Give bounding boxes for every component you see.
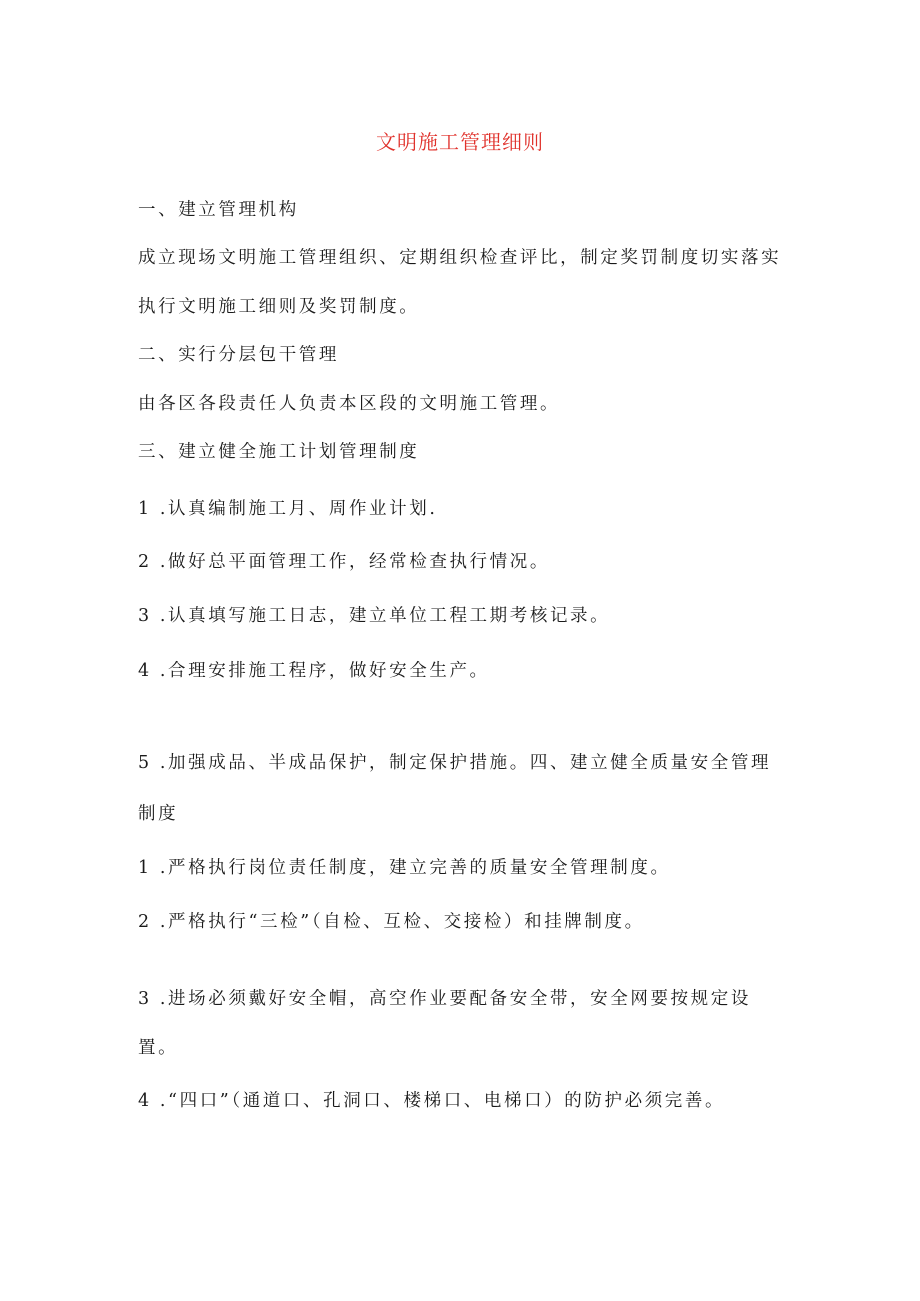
paragraph-line: 执行文明施工细则及奖罚制度。 (138, 297, 420, 317)
section-heading-2: 二、实行分层包干管理 (138, 345, 339, 365)
list-item: 3 .进场必须戴好安全帽，高空作业要配备安全带，安全网要按规定设 (138, 989, 751, 1009)
list-item: 1 .严格执行岗位责任制度，建立完善的质量安全管理制度。 (138, 858, 671, 878)
list-item: 3 .认真填写施工日志，建立单位工程工期考核记录。 (138, 606, 611, 626)
list-item: 5 .加强成品、半成品保护，制定保护措施。四、建立健全质量安全管理 (138, 753, 772, 773)
document-title: 文明施工管理细则 (376, 130, 544, 154)
paragraph-line: 置。 (138, 1038, 179, 1058)
section-heading-3: 三、建立健全施工计划管理制度 (138, 442, 420, 462)
list-item: 4 .“四口”（通道口、孔洞口、楼梯口、电梯口）的防护必须完善。 (138, 1091, 726, 1111)
section-heading-1: 一、建立管理机构 (138, 200, 299, 220)
paragraph-line: 由各区各段责任人负责本区段的文明施工管理。 (138, 394, 561, 414)
paragraph-line: 成立现场文明施工管理组织、定期组织检查评比，制定奖罚制度切实落实 (138, 248, 782, 268)
list-item: 1 .认真编制施工月、周作业计划. (138, 499, 438, 519)
list-item: 2 .严格执行“三检”（自检、互检、交接检）和挂牌制度。 (138, 912, 645, 932)
paragraph-line: 制度 (138, 804, 179, 824)
list-item: 4 .合理安排施工程序，做好安全生产。 (138, 661, 490, 681)
list-item: 2 .做好总平面管理工作，经常检查执行情况。 (138, 552, 550, 572)
